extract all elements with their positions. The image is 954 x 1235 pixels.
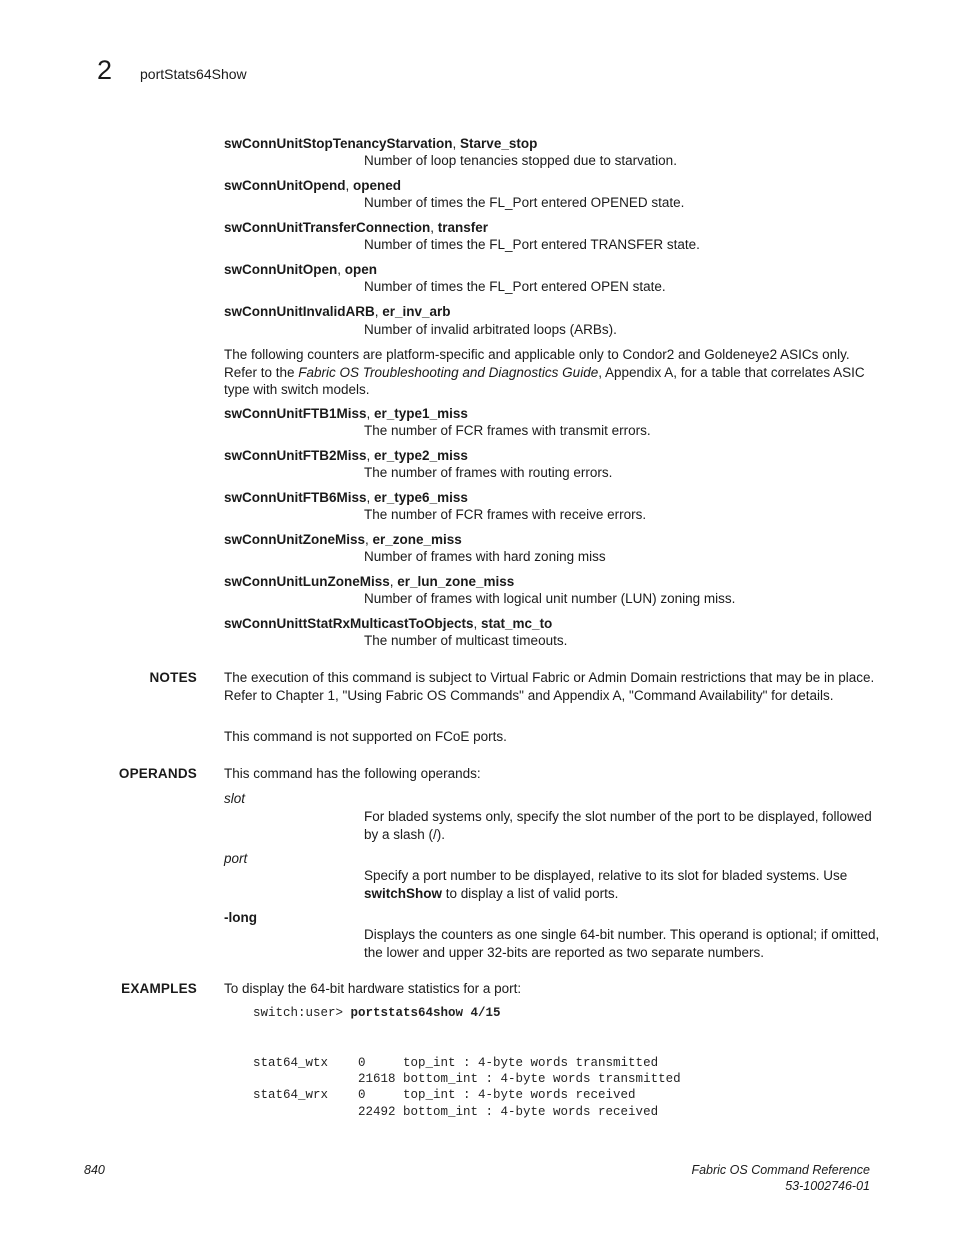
counter-term: swConnUnitOpend, opened — [224, 178, 402, 193]
counter-description: Number of times the FL_Port entered OPEN state. — [364, 279, 666, 294]
operand-desc-part2: to display a list of valid ports. — [442, 885, 619, 901]
counter-alias: er_lun_zone_miss — [397, 574, 515, 589]
counter-alias: er_type1_miss — [374, 406, 468, 421]
counter-alias: er_type6_miss — [374, 490, 468, 505]
notes-paragraph: The execution of this command is subject to Virtual Fabric or Admin Domain restrictions that may be in place. Refer to Chapter 1, "Using Fabric OS Commands" and Appendix A, "Command Availability" for details. — [224, 670, 875, 703]
notes-heading: NOTES — [149, 670, 197, 685]
counter-alias: transfer — [437, 220, 489, 235]
counter-alias: stat_mc_to — [481, 616, 553, 631]
command-name: switchShow — [364, 885, 443, 901]
counter-name: swConnUnitOpend — [224, 178, 346, 193]
counter-name: swConnUnittStatRxMulticastToObjects — [224, 616, 474, 631]
counter-alias: er_inv_arb — [382, 304, 451, 319]
counter-alias: er_zone_miss — [372, 532, 462, 547]
counter-description: The number of FCR frames with receive errors. — [364, 507, 647, 522]
doc-title: Fabric OS Command Reference — [691, 1163, 870, 1177]
counter-name: swConnUnitInvalidARB — [224, 304, 375, 319]
command-line — [253, 1005, 501, 1022]
counter-term: swConnUnitFTB2Miss, er_type2_miss — [224, 448, 468, 463]
counter-term: swConnUnitOpen, open — [224, 262, 378, 277]
operands-intro: This command has the following operands: — [224, 766, 481, 781]
counter-name: swConnUnitZoneMiss — [224, 532, 365, 547]
operand-name: port — [224, 851, 248, 866]
counter-name: swConnUnitFTB6Miss — [224, 490, 367, 505]
operand-name: slot — [224, 791, 246, 806]
notes-paragraph: This command is not supported on FCoE ports. — [224, 729, 507, 744]
counter-term: swConnUnittStatRxMulticastToObjects, stat_mc_to — [224, 616, 553, 631]
counter-alias: Starve_stop — [460, 136, 538, 151]
examples-intro: To display the 64-bit hardware statistics for a port: — [224, 981, 522, 996]
counter-description: Number of times the FL_Port entered TRANSFER state. — [364, 237, 700, 252]
platform-note — [224, 346, 884, 399]
counter-term: swConnUnitTransferConnection, transfer — [224, 220, 489, 235]
counter-description: Number of times the FL_Port entered OPENED state. — [364, 195, 685, 210]
platform-note-part1: The following counters are platform-specific and applicable only to Condor2 and Goldeneye2 ASICs only. Refer to the — [224, 347, 850, 380]
counter-name: swConnUnitFTB1Miss — [224, 406, 367, 421]
running-head: portStats64Show — [140, 66, 247, 82]
counter-description: The number of FCR frames with transmit errors. — [364, 423, 651, 438]
counter-term: swConnUnitZoneMiss, er_zone_miss — [224, 532, 462, 547]
operand-desc-part1: Specify a port number to be displayed, relative to its slot for bladed systems. Use — [364, 868, 848, 883]
counter-term: swConnUnitFTB6Miss, er_type6_miss — [224, 490, 468, 505]
counter-description: Number of frames with logical unit number (LUN) zoning miss. — [364, 591, 736, 606]
doc-number: 53-1002746-01 — [785, 1179, 870, 1193]
counter-description: The number of frames with routing errors. — [364, 465, 613, 480]
counter-description: Number of frames with hard zoning miss — [364, 549, 606, 564]
output-line: 22492 bottom_int : 4-byte words received — [253, 1105, 659, 1119]
output-line: 21618 bottom_int : 4-byte words transmitted — [253, 1072, 681, 1086]
counter-term: swConnUnitFTB1Miss, er_type1_miss — [224, 406, 468, 421]
guide-title: Fabric OS Troubleshooting and Diagnostics Guide — [298, 364, 599, 380]
counter-alias: opened — [353, 178, 402, 193]
operand-description — [364, 867, 884, 902]
command-prompt: switch:user> — [253, 1006, 351, 1020]
counter-name: swConnUnitFTB2Miss — [224, 448, 367, 463]
counter-description: Number of loop tenancies stopped due to starvation. — [364, 153, 677, 168]
counter-term: swConnUnitLunZoneMiss, er_lun_zone_miss — [224, 574, 515, 589]
examples-heading: EXAMPLES — [121, 981, 197, 996]
counter-name: swConnUnitLunZoneMiss — [224, 574, 390, 589]
counter-description: The number of multicast timeouts. — [364, 633, 568, 648]
counter-alias: open — [344, 262, 378, 277]
counter-term: swConnUnitInvalidARB, er_inv_arb — [224, 304, 451, 319]
operand-description: For bladed systems only, specify the slot number of the port to be displayed, followed by a slash (/). — [364, 809, 872, 842]
platform-note-part2: , Appendix A, for a table that correlates ASIC type with switch models. — [224, 364, 865, 397]
operand-name: -long — [224, 910, 257, 925]
operand-description: Displays the counters as one single 64-bit number. This operand is optional; if omitted, the lower and upper 32-bits are reported as two separate numbers. — [364, 927, 880, 960]
footer-doc-info — [691, 1162, 870, 1194]
counter-term: swConnUnitStopTenancyStarvation, Starve_stop — [224, 136, 538, 151]
command-text: portstats64show 4/15 — [350, 1006, 501, 1020]
counter-name: swConnUnitStopTenancyStarvation — [224, 136, 453, 151]
counter-name: swConnUnitTransferConnection — [224, 220, 431, 235]
counter-description: Number of invalid arbitrated loops (ARBs). — [364, 322, 617, 337]
page-number: 840 — [84, 1163, 105, 1177]
counter-name: swConnUnitOpen — [224, 262, 338, 277]
output-line: stat64_wrx 0 top_int : 4-byte words received — [253, 1088, 636, 1102]
output-line: stat64_wtx 0 top_int : 4-byte words transmitted — [253, 1056, 659, 1070]
operands-heading: OPERANDS — [118, 766, 197, 781]
chapter-number: 2 — [97, 55, 113, 85]
counter-alias: er_type2_miss — [374, 448, 468, 463]
